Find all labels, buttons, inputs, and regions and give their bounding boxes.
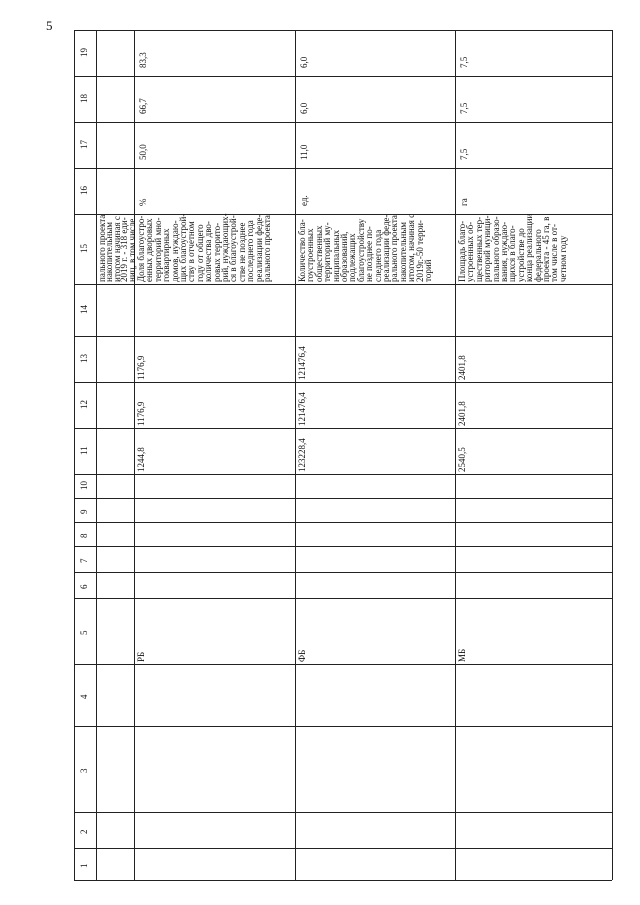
table-rule-h bbox=[74, 726, 612, 727]
column-number: 19 bbox=[79, 48, 89, 57]
column-number: 11 bbox=[79, 446, 89, 455]
indicator-line: подлежащих bbox=[347, 233, 358, 282]
indicator-line: вания, нуждаю- bbox=[499, 221, 509, 282]
unit: % bbox=[138, 198, 148, 206]
indicator-line: накопительным bbox=[397, 222, 408, 282]
indicator-line: реализации феде- bbox=[381, 214, 391, 282]
table-rule-v bbox=[96, 30, 97, 880]
column-number: 4 bbox=[79, 694, 89, 699]
column-number: 10 bbox=[79, 481, 89, 490]
page-number: 5 bbox=[46, 18, 53, 33]
indicator-line: ся в благоустрой- bbox=[228, 215, 239, 282]
continuation-line: ниц, в том числе bbox=[126, 218, 137, 282]
target-c18: 6,0 bbox=[299, 102, 309, 114]
amount-c11: 1244,8 bbox=[136, 447, 146, 472]
indicator-line: ниципальных bbox=[330, 229, 341, 282]
table-rule-h bbox=[74, 498, 612, 499]
column-number: 6 bbox=[79, 584, 89, 589]
unit: га bbox=[459, 198, 469, 206]
indicator-line: проекта - 45 га, в bbox=[541, 216, 551, 282]
column-number: 15 bbox=[79, 244, 89, 253]
indicator-line: торий bbox=[423, 259, 433, 282]
column-number: 3 bbox=[79, 768, 89, 773]
column-number: 18 bbox=[79, 94, 89, 103]
indicator-line: щих благоустрой- bbox=[178, 213, 188, 282]
continuation-line: 2019 г. - 318 еди- bbox=[119, 217, 130, 282]
table-rule-h bbox=[74, 572, 612, 573]
column-number: 2 bbox=[79, 829, 89, 834]
table-rule-h bbox=[74, 474, 612, 475]
table-rule-h bbox=[74, 522, 612, 523]
indicator-line: устроенных об- bbox=[465, 221, 476, 282]
amount-c13: 121476,4 bbox=[297, 346, 307, 380]
table-rule-h bbox=[74, 880, 612, 881]
indicator-line: щественных тер- bbox=[473, 216, 484, 282]
indicator-line: территорий мно- bbox=[152, 217, 163, 282]
continuation-line: итогом начиная с bbox=[111, 216, 122, 282]
indicator-line: итогом, начиная с bbox=[406, 213, 417, 282]
amount-c13: 2401,8 bbox=[457, 355, 467, 380]
amount-c11: 123228,4 bbox=[297, 438, 307, 472]
table-rule-h bbox=[74, 336, 612, 337]
target-c19: 7,5 bbox=[459, 56, 469, 68]
target-c17: 11,0 bbox=[299, 144, 309, 160]
indicator-line: риторий муници- bbox=[482, 215, 493, 282]
funding-source: ФБ bbox=[297, 649, 307, 662]
indicator-line: последнего года bbox=[245, 220, 256, 282]
column-number: 12 bbox=[79, 400, 89, 409]
table-rule-v bbox=[134, 30, 135, 880]
indicator-line: стве не позднее bbox=[236, 222, 247, 282]
target-c17: 50,0 bbox=[138, 144, 148, 160]
indicator-line: реализации феде- bbox=[253, 214, 264, 282]
indicator-line: рий, нуждающих- bbox=[220, 213, 230, 282]
indicator-line: территорий му- bbox=[322, 222, 333, 282]
table-rule-h bbox=[74, 598, 612, 599]
indicator-line: году от общего bbox=[194, 224, 205, 282]
table-rule-v bbox=[74, 30, 75, 880]
table-rule-h bbox=[74, 284, 612, 285]
indicator-line: ству в отчетном bbox=[186, 221, 197, 282]
target-c19: 83,3 bbox=[138, 52, 148, 68]
table-rule-h bbox=[74, 848, 612, 849]
indicator-line: конца реализации bbox=[524, 213, 535, 282]
table-rule-h bbox=[74, 428, 612, 429]
amount-c11: 2540,5 bbox=[457, 447, 467, 472]
indicator-line: пального образо- bbox=[490, 216, 501, 282]
table-rule-v bbox=[612, 30, 613, 880]
funding-source: РБ bbox=[136, 651, 146, 662]
indicator-line: благоустройству bbox=[355, 218, 366, 282]
indicator-line: устройстве до bbox=[515, 228, 526, 282]
amount-c12: 121476,4 bbox=[297, 392, 307, 426]
continuation-line: пального проекта bbox=[97, 214, 107, 282]
indicator-line: гоустроенных bbox=[305, 228, 316, 282]
column-number: 5 bbox=[79, 630, 89, 635]
indicator-line: 2019г.-50 терри- bbox=[414, 220, 425, 282]
table-rule-h bbox=[74, 664, 612, 665]
indicator-line: Площадь благо- bbox=[457, 220, 467, 282]
table-rule-h bbox=[74, 30, 612, 31]
column-number: 13 bbox=[79, 354, 89, 363]
indicator-line: енных дворовых bbox=[144, 218, 155, 282]
column-number: 17 bbox=[79, 140, 89, 149]
indicator-line: рального проекта bbox=[389, 215, 400, 282]
indicator-line: общественных bbox=[313, 225, 324, 282]
target-c19: 6,0 bbox=[299, 56, 309, 68]
target-c18: 66,7 bbox=[138, 98, 148, 114]
target-c18: 7,5 bbox=[459, 102, 469, 114]
column-number: 1 bbox=[79, 863, 89, 868]
indicator-line: домов, нуждаю- bbox=[169, 220, 180, 282]
table-rule-h bbox=[74, 168, 612, 169]
table-rule-h bbox=[74, 546, 612, 547]
table-rule-h bbox=[74, 76, 612, 77]
column-number: 14 bbox=[79, 305, 89, 314]
indicator-line: количества дво- bbox=[203, 221, 214, 282]
target-c17: 7,5 bbox=[459, 148, 469, 160]
indicator-line: щихся в благо- bbox=[507, 225, 518, 282]
unit: ед. bbox=[299, 195, 309, 206]
indicator-line: следнего года bbox=[372, 229, 383, 282]
table-rule-h bbox=[74, 382, 612, 383]
indicator-line: том числе в от- bbox=[549, 224, 560, 282]
indicator-line: не позднее по- bbox=[364, 226, 375, 282]
column-number: 8 bbox=[79, 533, 89, 538]
indicator-line: гоквартирных bbox=[161, 228, 172, 282]
amount-c12: 2401,8 bbox=[457, 401, 467, 426]
indicator-line: ровых террито- bbox=[211, 222, 222, 282]
amount-c12: 1176,9 bbox=[136, 401, 146, 426]
continuation-line: накопительным bbox=[104, 222, 115, 282]
table-rule-h bbox=[74, 122, 612, 123]
indicator-line: образований, bbox=[339, 231, 349, 282]
indicator-line: Доля благоустро- bbox=[136, 215, 146, 282]
indicator-line: Количество бла- bbox=[297, 219, 307, 282]
table-rule-h bbox=[74, 812, 612, 813]
column-number: 9 bbox=[79, 509, 89, 514]
column-number: 7 bbox=[79, 558, 89, 563]
indicator-line: рального проекта bbox=[262, 215, 272, 282]
indicator-line: четном году bbox=[557, 235, 568, 282]
column-number: 16 bbox=[79, 186, 89, 195]
amount-c13: 1176,9 bbox=[136, 355, 146, 380]
table-rule-v bbox=[295, 30, 296, 880]
funding-source: МБ bbox=[457, 648, 467, 662]
table-rule-v bbox=[455, 30, 456, 880]
indicator-line: федерального bbox=[532, 229, 543, 282]
